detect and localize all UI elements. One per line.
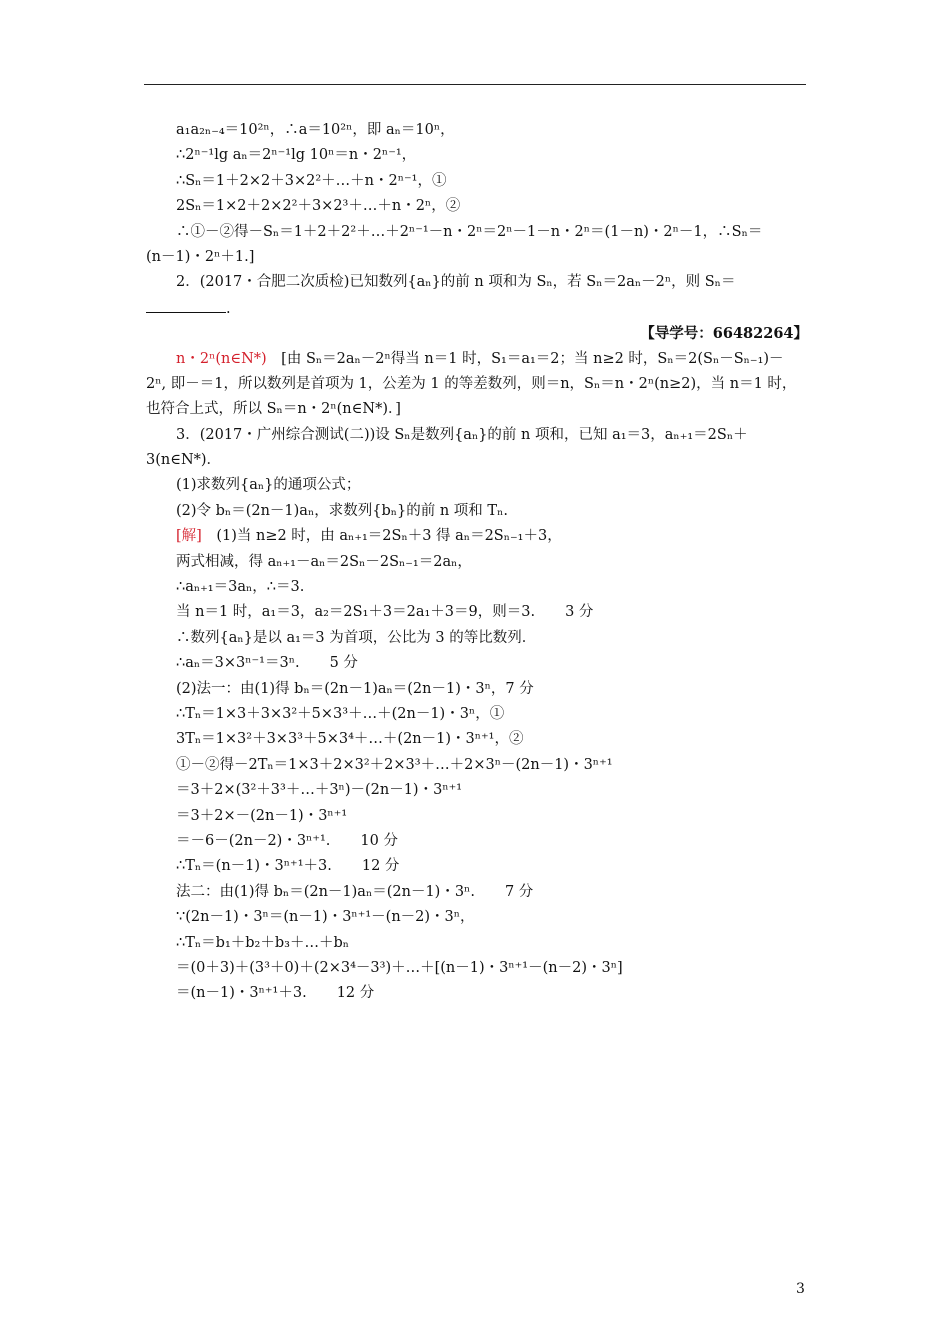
score-mark: 12 分 — [361, 858, 400, 875]
text-line — [146, 143, 808, 168]
line-text: 法二：由(1)得 bₙ＝(2n－1)aₙ＝(2n－1)・3ⁿ. — [176, 883, 475, 900]
text-line — [146, 397, 808, 422]
line-text: ＝3＋2×(3²＋3³＋…＋3ⁿ)－(2n－1)・3ⁿ⁺¹ — [176, 782, 463, 799]
line-text: 两式相减，得 aₙ₊₁－aₙ＝2Sₙ－2Sₙ₋₁＝2aₙ， — [176, 553, 472, 570]
answer-label: n・2ⁿ(n∈N*) — [176, 350, 267, 367]
line-text: ∵(2n－1)・3ⁿ＝(n－1)・3ⁿ⁺¹－(n－2)・3ⁿ， — [176, 909, 475, 926]
page-number: 3 — [796, 1281, 805, 1297]
line-text: 当 n＝1 时，a₁＝3，a₂＝2S₁＋3＝2a₁＋3＝9，则＝3. — [176, 604, 536, 621]
line-text: ＝－6－(2n－2)・3ⁿ⁺¹. — [176, 832, 331, 849]
line-text: ∴2ⁿ⁻¹lg aₙ＝2ⁿ⁻¹lg 10ⁿ＝n・2ⁿ⁻¹， — [176, 147, 417, 164]
text-line — [146, 245, 808, 270]
text-line — [146, 956, 808, 981]
line-text: (2)法一：由(1)得 bₙ＝(2n－1)aₙ＝(2n－1)・3ⁿ，7 分 — [176, 680, 534, 697]
text-line — [146, 854, 808, 879]
line-text: (1)求数列{aₙ}的通项公式； — [176, 477, 361, 494]
text-line — [146, 220, 808, 245]
text-line — [146, 372, 808, 397]
line-text: ∴数列{aₙ}是以 a₁＝3 为首项，公比为 3 的等比数列． — [176, 629, 537, 646]
line-text: 也符合上式，所以 Sₙ＝n・2ⁿ(n∈N*)．] — [146, 401, 401, 418]
text-line — [146, 423, 808, 448]
text-line — [146, 677, 808, 702]
line-text: (1)当 n≥2 时，由 aₙ₊₁＝2Sₙ＋3 得 aₙ＝2Sₙ₋₁＋3， — [216, 528, 562, 545]
line-text: ∴aₙ₊₁＝3aₙ，∴＝3. — [176, 579, 305, 596]
text-line — [146, 296, 808, 321]
text-line — [146, 575, 808, 600]
text-line — [146, 321, 808, 346]
line-text: ＝3＋2×－(2n－1)・3ⁿ⁺¹ — [176, 807, 348, 824]
document-body — [146, 118, 808, 1007]
text-line — [146, 499, 808, 524]
line-text: 2ⁿ, 即－＝1，所以数列是首项为 1，公差为 1 的等差数列，则＝n，Sₙ＝n・2ⁿ(n≥2)，当 n＝1 时， — [146, 375, 797, 392]
line-text: 2．(2017・合肥二次质检)已知数列{aₙ}的前 n 项和为 Sₙ，若 Sₙ＝2aₙ－2ⁿ，则 Sₙ＝ — [176, 274, 736, 291]
text-line — [146, 347, 808, 372]
text-line — [146, 550, 808, 575]
line-text: ∴Tₙ＝b₁＋b₂＋b₃＋…＋bₙ — [176, 934, 350, 951]
text-line — [146, 626, 808, 651]
text-line — [146, 931, 808, 956]
score-mark: 5 分 — [329, 655, 358, 672]
line-text: ∴Tₙ＝(n－1)・3ⁿ⁺¹＋3. — [176, 858, 332, 875]
text-line — [146, 194, 808, 219]
text-line — [146, 778, 808, 803]
line-text: ∴Sₙ＝1＋2×2＋3×2²＋…＋n・2ⁿ⁻¹，① — [176, 172, 447, 189]
text-line — [146, 753, 808, 778]
line-text: ∴①－②得－Sₙ＝1＋2＋2²＋…＋2ⁿ⁻¹－n・2ⁿ＝2ⁿ－1－n・2ⁿ＝(1－n)・2ⁿ－1，∴Sₙ＝ — [176, 223, 763, 240]
line-text: 3Tₙ＝1×3²＋3×3³＋5×3⁴＋…＋(2n－1)・3ⁿ⁺¹，② — [176, 731, 524, 748]
text-line — [146, 524, 808, 549]
text-line — [146, 448, 808, 473]
score-mark: 12 分 — [336, 985, 375, 1002]
line-text: ＝(0＋3)＋(3³＋0)＋(2×3⁴－3³)＋…＋[(n－1)・3ⁿ⁺¹－(n－2)・3ⁿ] — [176, 959, 623, 976]
answer-blank — [146, 296, 226, 313]
line-text: (n－1)・2ⁿ＋1.] — [146, 248, 255, 265]
text-line — [146, 651, 808, 676]
line-text: (2)令 bₙ＝(2n－1)aₙ，求数列{bₙ}的前 n 项和 Tₙ. — [176, 502, 508, 519]
text-line — [146, 473, 808, 498]
text-line — [146, 905, 808, 930]
line-text: 3．(2017・广州综合测试(二))设 Sₙ是数列{aₙ}的前 n 项和，已知 a₁＝3，aₙ₊₁＝2Sₙ＋ — [176, 426, 748, 443]
text-line — [146, 270, 808, 295]
line-text: 2Sₙ＝1×2＋2×2²＋3×2³＋…＋n・2ⁿ，② — [176, 198, 461, 215]
line-text: 3(n∈N*)． — [146, 452, 222, 469]
line-text: . — [226, 300, 231, 317]
score-mark: 10 分 — [360, 832, 398, 849]
text-line — [146, 829, 808, 854]
line-text: 【导学号：66482264】 — [640, 325, 808, 343]
answer-label: [解] — [176, 528, 202, 545]
line-text: [由 Sₙ＝2aₙ－2ⁿ得当 n＝1 时，S₁＝a₁＝2；当 n≥2 时，Sₙ＝2(Sₙ－Sₙ₋₁)－ — [281, 350, 784, 367]
text-line — [146, 880, 808, 905]
text-line — [146, 600, 808, 625]
line-text: ①－②得－2Tₙ＝1×3＋2×3²＋2×3³＋…＋2×3ⁿ－(2n－1)・3ⁿ⁺¹ — [176, 756, 613, 773]
line-text: a₁a₂ₙ₋₄＝10²ⁿ，∴a＝10²ⁿ，即 aₙ＝10ⁿ， — [176, 122, 455, 138]
text-line — [146, 981, 808, 1006]
score-mark: 7 分 — [504, 883, 534, 900]
text-line — [146, 702, 808, 727]
line-text: ∴aₙ＝3×3ⁿ⁻¹＝3ⁿ. — [176, 655, 300, 672]
score-mark: 3 分 — [565, 604, 594, 621]
text-line — [146, 804, 808, 829]
line-text: ∴Tₙ＝1×3＋3×3²＋5×3³＋…＋(2n－1)・3ⁿ，① — [176, 705, 505, 722]
text-line — [146, 169, 808, 194]
text-line — [146, 118, 808, 143]
text-line — [146, 727, 808, 752]
header-rule — [144, 84, 806, 85]
line-text: ＝(n－1)・3ⁿ⁺¹＋3. — [176, 985, 307, 1002]
